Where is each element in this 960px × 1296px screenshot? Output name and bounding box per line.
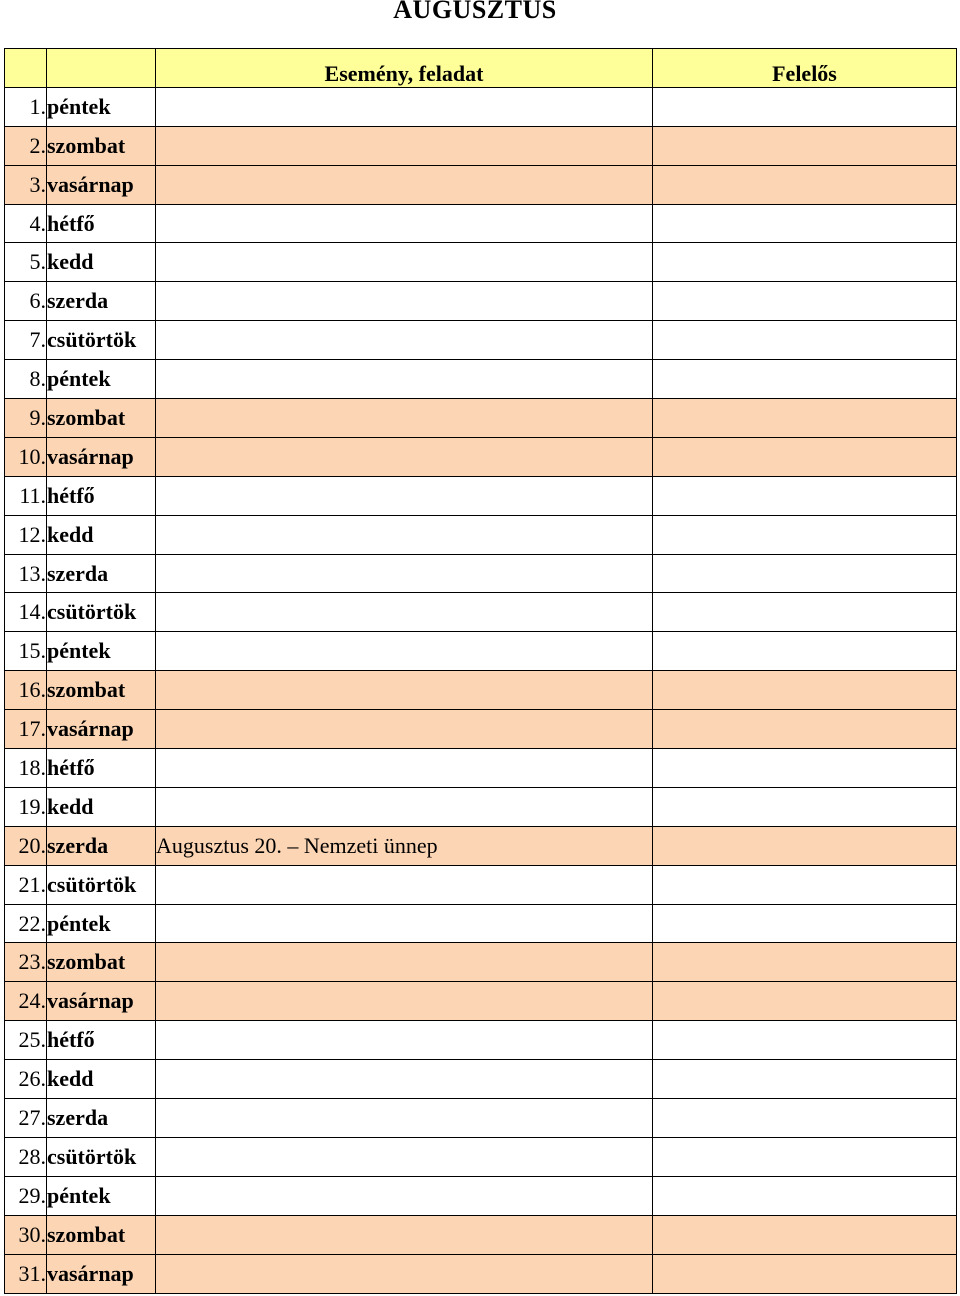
table-row — [5, 787, 957, 826]
event-cell[interactable] — [156, 321, 653, 360]
table-row — [5, 710, 957, 749]
event-cell[interactable] — [156, 1176, 653, 1215]
day-number-cell: 13. — [5, 554, 47, 593]
weekday-name-cell: péntek — [47, 360, 156, 399]
responsible-cell[interactable] — [653, 1215, 957, 1254]
responsible-cell[interactable] — [653, 943, 957, 982]
day-number-cell: 8. — [5, 360, 47, 399]
day-number-cell: 3. — [5, 165, 47, 204]
table-row — [5, 826, 957, 865]
responsible-cell[interactable] — [653, 554, 957, 593]
event-cell[interactable] — [156, 282, 653, 321]
day-number-cell: 7. — [5, 321, 47, 360]
table-row — [5, 632, 957, 671]
weekday-name-cell: vasárnap — [47, 437, 156, 476]
table-row — [5, 437, 957, 476]
responsible-cell[interactable] — [653, 1099, 957, 1138]
weekday-name-cell: hétfő — [47, 204, 156, 243]
day-number-cell: 16. — [5, 671, 47, 710]
responsible-cell[interactable] — [653, 1060, 957, 1099]
responsible-cell[interactable] — [653, 632, 957, 671]
event-cell[interactable] — [156, 1099, 653, 1138]
table-row — [5, 865, 957, 904]
weekday-name-cell: kedd — [47, 787, 156, 826]
responsible-cell[interactable] — [653, 749, 957, 788]
weekday-name-cell: péntek — [47, 632, 156, 671]
day-number-cell: 6. — [5, 282, 47, 321]
day-number-cell: 24. — [5, 982, 47, 1021]
weekday-name-cell: kedd — [47, 243, 156, 282]
responsible-cell[interactable] — [653, 282, 957, 321]
header-num — [5, 49, 47, 88]
responsible-cell[interactable] — [653, 904, 957, 943]
day-number-cell: 11. — [5, 476, 47, 515]
header-responsible: Felelős — [653, 49, 957, 88]
day-number-cell: 12. — [5, 515, 47, 554]
responsible-cell[interactable] — [653, 204, 957, 243]
weekday-name-cell: csütörtök — [47, 1137, 156, 1176]
responsible-cell[interactable] — [653, 399, 957, 438]
day-number-cell: 28. — [5, 1137, 47, 1176]
day-number-cell: 5. — [5, 243, 47, 282]
event-cell[interactable] — [156, 593, 653, 632]
page-title: AUGUSZTUS — [393, 0, 557, 24]
day-number-cell: 31. — [5, 1254, 47, 1293]
day-number-cell: 10. — [5, 437, 47, 476]
day-number-cell: 9. — [5, 399, 47, 438]
weekday-name-cell: hétfő — [47, 476, 156, 515]
weekday-name-cell: szombat — [47, 126, 156, 165]
weekday-name-cell: szombat — [47, 1215, 156, 1254]
responsible-cell[interactable] — [653, 1021, 957, 1060]
weekday-name-cell: szombat — [47, 399, 156, 438]
responsible-cell[interactable] — [653, 865, 957, 904]
event-cell[interactable] — [156, 710, 653, 749]
event-cell[interactable] — [156, 554, 653, 593]
day-number-cell: 30. — [5, 1215, 47, 1254]
header-event: Esemény, feladat — [156, 49, 653, 88]
responsible-cell[interactable] — [653, 360, 957, 399]
table-row — [5, 1176, 957, 1215]
event-cell[interactable] — [156, 204, 653, 243]
event-cell[interactable] — [156, 943, 653, 982]
table-row — [5, 904, 957, 943]
responsible-cell[interactable] — [653, 437, 957, 476]
table-row — [5, 360, 957, 399]
weekday-name-cell: csütörtök — [47, 321, 156, 360]
header-row — [5, 49, 957, 88]
day-number-cell: 21. — [5, 865, 47, 904]
table-row — [5, 749, 957, 788]
responsible-cell[interactable] — [653, 243, 957, 282]
table-row — [5, 165, 957, 204]
table-row — [5, 515, 957, 554]
responsible-cell[interactable] — [653, 787, 957, 826]
weekday-name-cell: szerda — [47, 1099, 156, 1138]
day-number-cell: 29. — [5, 1176, 47, 1215]
table-row — [5, 1215, 957, 1254]
weekday-name-cell: vasárnap — [47, 165, 156, 204]
event-cell[interactable] — [156, 1021, 653, 1060]
weekday-name-cell: kedd — [47, 1060, 156, 1099]
table-row — [5, 282, 957, 321]
calendar-table — [4, 48, 957, 1294]
day-number-cell: 19. — [5, 787, 47, 826]
event-cell[interactable] — [156, 904, 653, 943]
header-day — [47, 49, 156, 88]
event-cell[interactable] — [156, 515, 653, 554]
weekday-name-cell: péntek — [47, 1176, 156, 1215]
weekday-name-cell: szerda — [47, 826, 156, 865]
weekday-name-cell: szerda — [47, 554, 156, 593]
responsible-cell[interactable] — [653, 671, 957, 710]
event-cell[interactable] — [156, 243, 653, 282]
weekday-name-cell: szombat — [47, 943, 156, 982]
day-number-cell: 22. — [5, 904, 47, 943]
weekday-name-cell: hétfő — [47, 1021, 156, 1060]
event-cell[interactable] — [156, 1060, 653, 1099]
table-row — [5, 87, 957, 126]
day-number-cell: 14. — [5, 593, 47, 632]
day-number-cell: 20. — [5, 826, 47, 865]
responsible-cell[interactable] — [653, 982, 957, 1021]
day-number-cell: 1. — [5, 87, 47, 126]
event-cell[interactable] — [156, 87, 653, 126]
day-number-cell: 2. — [5, 126, 47, 165]
event-cell[interactable] — [156, 865, 653, 904]
responsible-cell[interactable] — [653, 1254, 957, 1293]
table-row — [5, 243, 957, 282]
weekday-name-cell: kedd — [47, 515, 156, 554]
weekday-name-cell: szombat — [47, 671, 156, 710]
day-number-cell: 25. — [5, 1021, 47, 1060]
day-number-cell: 26. — [5, 1060, 47, 1099]
responsible-cell[interactable] — [653, 165, 957, 204]
table-row — [5, 982, 957, 1021]
weekday-name-cell: péntek — [47, 87, 156, 126]
table-row — [5, 1021, 957, 1060]
event-cell[interactable] — [156, 1215, 653, 1254]
table-row — [5, 126, 957, 165]
event-cell[interactable] — [156, 1137, 653, 1176]
weekday-name-cell: csütörtök — [47, 865, 156, 904]
event-cell[interactable] — [156, 476, 653, 515]
table-row — [5, 1137, 957, 1176]
event-cell[interactable]: Augusztus 20. – Nemzeti ünnep — [156, 826, 653, 865]
table-row — [5, 554, 957, 593]
day-number-cell: 23. — [5, 943, 47, 982]
day-number-cell: 17. — [5, 710, 47, 749]
table-row — [5, 943, 957, 982]
responsible-cell[interactable] — [653, 321, 957, 360]
responsible-cell[interactable] — [653, 1176, 957, 1215]
weekday-name-cell: vasárnap — [47, 1254, 156, 1293]
table-row — [5, 1060, 957, 1099]
responsible-cell[interactable] — [653, 515, 957, 554]
weekday-name-cell: péntek — [47, 904, 156, 943]
day-number-cell: 18. — [5, 749, 47, 788]
responsible-cell[interactable] — [653, 1137, 957, 1176]
event-cell[interactable] — [156, 1254, 653, 1293]
event-cell[interactable] — [156, 126, 653, 165]
table-row — [5, 204, 957, 243]
weekday-name-cell: hétfő — [47, 749, 156, 788]
table-row — [5, 476, 957, 515]
table-row — [5, 321, 957, 360]
day-number-cell: 15. — [5, 632, 47, 671]
event-cell[interactable] — [156, 982, 653, 1021]
table-row — [5, 1099, 957, 1138]
calendar-body — [5, 87, 957, 1293]
weekday-name-cell: csütörtök — [47, 593, 156, 632]
weekday-name-cell: szerda — [47, 282, 156, 321]
event-cell[interactable] — [156, 749, 653, 788]
responsible-cell[interactable] — [653, 826, 957, 865]
event-cell[interactable] — [156, 360, 653, 399]
responsible-cell[interactable] — [653, 710, 957, 749]
weekday-name-cell: vasárnap — [47, 982, 156, 1021]
event-cell[interactable] — [156, 437, 653, 476]
table-row — [5, 671, 957, 710]
event-cell[interactable] — [156, 671, 653, 710]
responsible-cell[interactable] — [653, 593, 957, 632]
event-cell[interactable] — [156, 165, 653, 204]
responsible-cell[interactable] — [653, 126, 957, 165]
day-number-cell: 27. — [5, 1099, 47, 1138]
table-row — [5, 593, 957, 632]
responsible-cell[interactable] — [653, 476, 957, 515]
event-cell[interactable] — [156, 399, 653, 438]
day-number-cell: 4. — [5, 204, 47, 243]
event-cell[interactable] — [156, 632, 653, 671]
table-row — [5, 399, 957, 438]
responsible-cell[interactable] — [653, 87, 957, 126]
event-cell[interactable] — [156, 787, 653, 826]
table-row — [5, 1254, 957, 1293]
weekday-name-cell: vasárnap — [47, 710, 156, 749]
